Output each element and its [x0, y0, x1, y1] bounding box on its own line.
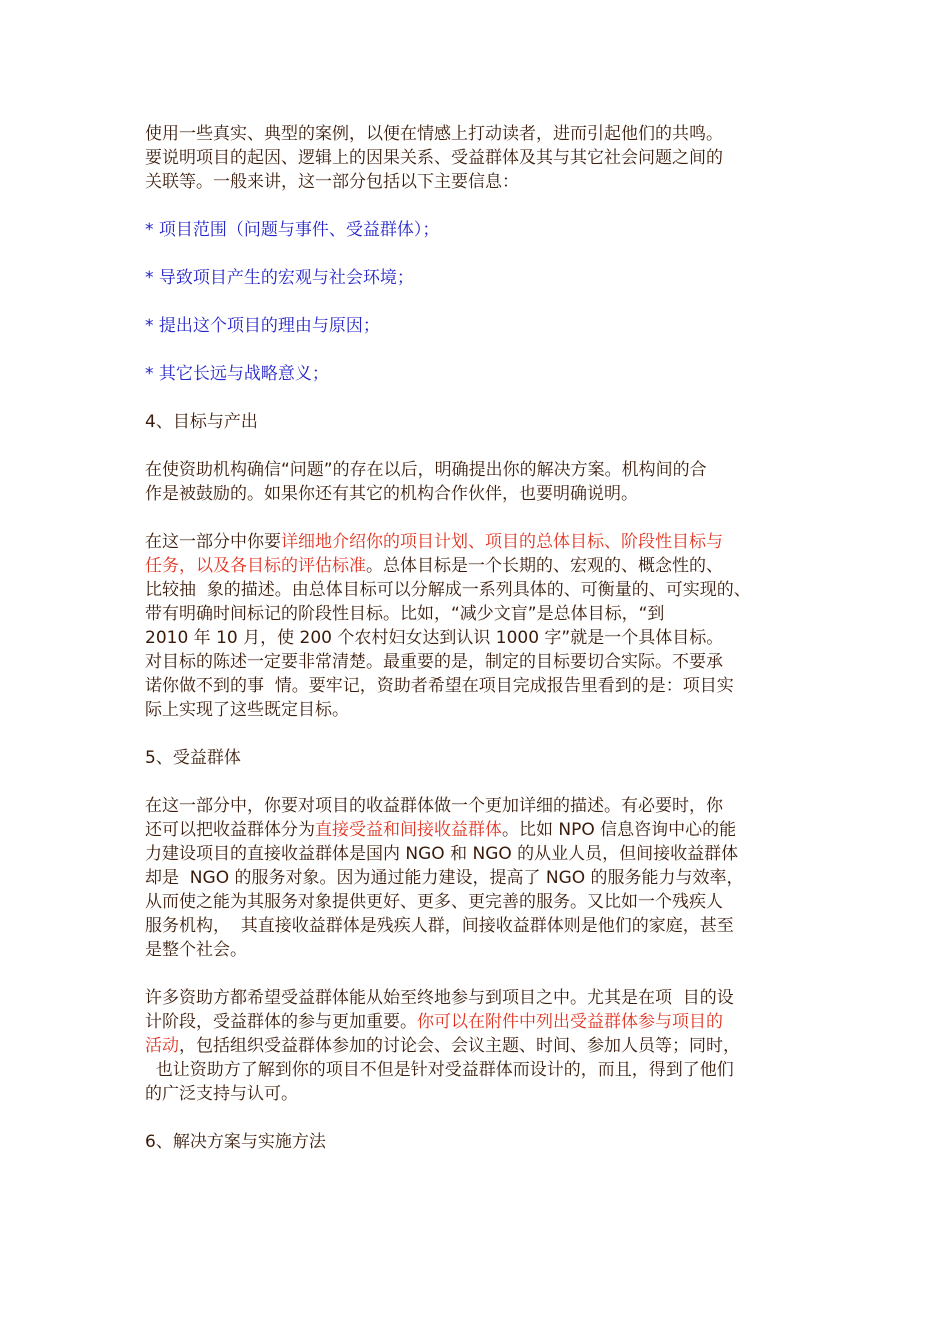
paragraph-line: 的广泛支持与认可。	[145, 1084, 298, 1104]
paragraph-line	[145, 818, 825, 842]
paragraph-line: 在这一部分中，你要对项目的收益群体做一个更加详细的描述。有必要时，你	[145, 796, 723, 816]
paragraph-line: 从而使之能为其服务对象提供更好、更多、更完善的服务。又比如一个残疾人	[145, 892, 723, 912]
section-heading: 4、目标与产出	[145, 412, 258, 432]
highlight-text: 直接受益和间接收益群体	[315, 820, 502, 840]
text-run: 。比如 NPO 信息咨询中心的能	[502, 820, 737, 840]
intro-line: 关联等。一般来讲，这一部分包括以下主要信息：	[145, 172, 519, 192]
bullet-item: * 其它长远与战略意义；	[145, 364, 329, 384]
paragraph-line: 是整个社会。	[145, 940, 247, 960]
paragraph-line: 作是被鼓励的。如果你还有其它的机构合作伙伴，也要明确说明。	[145, 484, 638, 504]
document-page	[145, 122, 825, 1154]
paragraph-line	[145, 1010, 825, 1034]
text-run: 。总体目标是一个长期的、宏观的、概念性的、	[366, 556, 723, 576]
paragraph-line: 服务机构， 其直接收益群体是残疾人群，间接收益群体则是他们的家庭，甚至	[145, 916, 734, 936]
intro-line: 使用一些真实、典型的案例，以便在情感上打动读者，进而引起他们的共鸣。	[145, 124, 723, 144]
paragraph-line: 诺你做不到的事 情。要牢记，资助者希望在项目完成报告里看到的是：项目实	[145, 676, 734, 696]
section-heading: 6、解决方案与实施方法	[145, 1132, 326, 1152]
text-run: 还可以把收益群体分为	[145, 820, 315, 840]
intro-line: 要说明项目的起因、逻辑上的因果关系、受益群体及其与其它社会问题之间的	[145, 148, 723, 168]
paragraph-line: 却是 NGO 的服务对象。因为通过能力建设，提高了 NGO 的服务能力与效率，	[145, 868, 744, 888]
paragraph-line: 也让资助方了解到你的项目不但是针对受益群体而设计的，而且，得到了他们	[145, 1060, 734, 1080]
bullet-item: * 提出这个项目的理由与原因；	[145, 316, 380, 336]
text-run: ，包括组织受益群体参加的讨论会、会议主题、时间、参加人员等；同时，	[179, 1036, 740, 1056]
paragraph-line: 许多资助方都希望受益群体能从始至终地参与到项目之中。尤其是在项 目的设	[145, 988, 734, 1008]
paragraph-line	[145, 1034, 825, 1058]
paragraph-line	[145, 554, 825, 578]
highlight-text: 详细地介绍你的项目计划、项目的总体目标、阶段性目标与	[281, 532, 723, 552]
paragraph-line: 对目标的陈述一定要非常清楚。最重要的是，制定的目标要切合实际。不要承	[145, 652, 723, 672]
text-run: 在这一部分中你要	[145, 532, 281, 552]
paragraph-line: 比较抽 象的描述。由总体目标可以分解成一系列具体的、可衡量的、可实现的、	[145, 580, 751, 600]
bullet-item: * 导致项目产生的宏观与社会环境；	[145, 268, 414, 288]
highlight-text: 活动	[145, 1036, 179, 1056]
section-heading: 5、受益群体	[145, 748, 241, 768]
paragraph-line: 力建设项目的直接收益群体是国内 NGO 和 NGO 的从业人员，但间接收益群体	[145, 844, 739, 864]
text-run: 计阶段，受益群体的参与更加重要。	[145, 1012, 417, 1032]
bullet-item: * 项目范围（问题与事件、受益群体）；	[145, 220, 440, 240]
paragraph-line: 2010 年 10 月，使 200 个农村妇女达到认识 1000 字”就是一个具体目标。	[145, 628, 724, 648]
paragraph-line: 际上实现了这些既定目标。	[145, 700, 349, 720]
highlight-text: 任务，以及各目标的评估标准	[145, 556, 366, 576]
highlight-text: 你可以在附件中列出受益群体参与项目的	[417, 1012, 723, 1032]
paragraph-line	[145, 530, 825, 554]
paragraph-line: 带有明确时间标记的阶段性目标。比如，“减少文盲”是总体目标，“到	[145, 604, 665, 624]
paragraph-line: 在使资助机构确信“问题”的存在以后，明确提出你的解决方案。机构间的合	[145, 460, 707, 480]
